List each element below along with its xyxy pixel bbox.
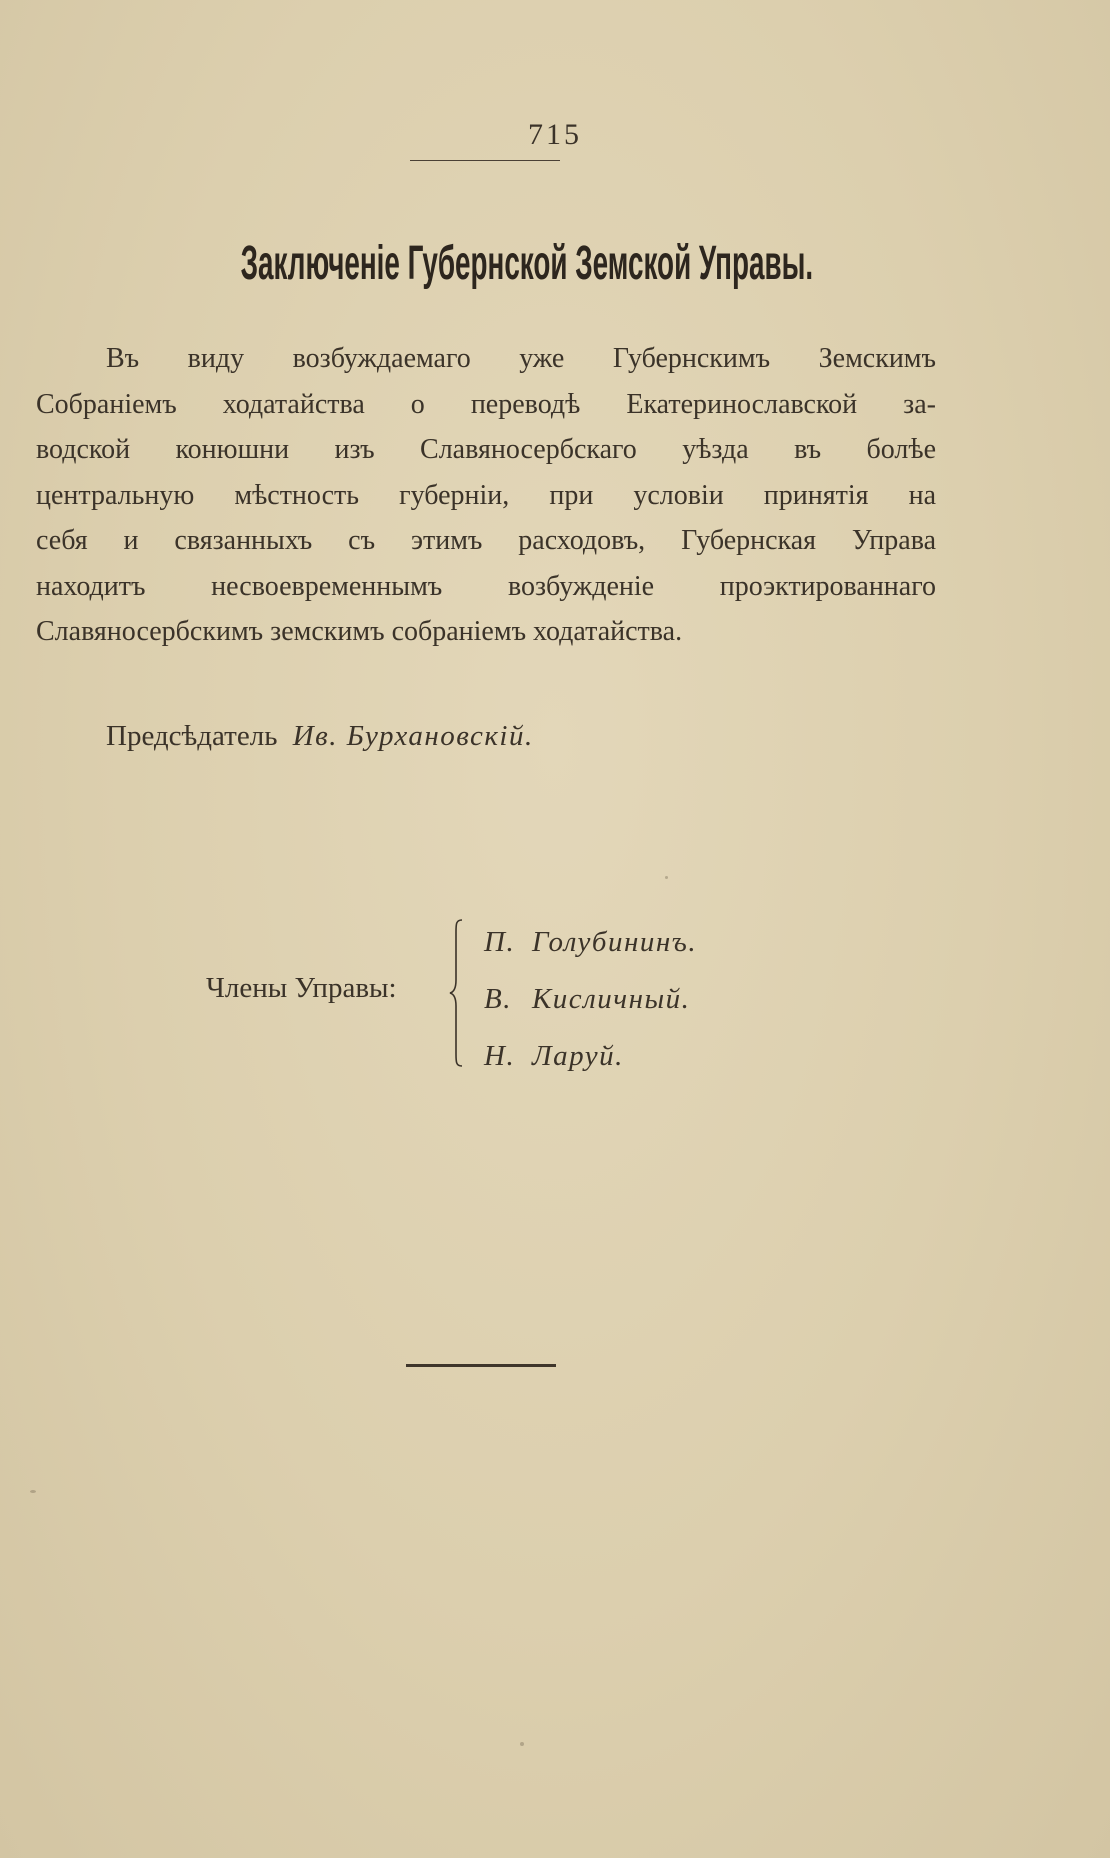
- member-surname: Голубининъ.: [532, 926, 698, 958]
- paragraph-line: Славяносербскимъ земскимъ собраніемъ ходатайства.: [36, 616, 683, 647]
- paragraph-line: находитъ несвоевременнымъ возбужденіе проэктированнаго: [36, 570, 936, 602]
- body-paragraph: [36, 336, 936, 655]
- members-label: Члены Управы:: [206, 972, 397, 1004]
- member-initial: П.: [484, 926, 516, 958]
- member-entry: [484, 914, 697, 971]
- page-number-rule: [410, 160, 560, 161]
- member-initial: Н.: [484, 1040, 516, 1072]
- end-rule: [406, 1364, 556, 1367]
- paragraph-line: водской конюшни изъ Славяносербскаго уѣзда въ болѣе: [36, 434, 936, 465]
- member-surname: Ларуй.: [532, 1040, 624, 1072]
- member-entry: [484, 971, 697, 1028]
- paragraph-line: центральную мѣстность губерніи, при условіи принятія на: [36, 479, 936, 511]
- paper-speck: [520, 1742, 524, 1746]
- paragraph-line: себя и связанныхъ съ этимъ расходовъ, Губернская Управа: [36, 525, 936, 556]
- chairman-signature: [106, 720, 534, 753]
- paper-speck: [665, 876, 668, 879]
- members-list: [484, 914, 697, 1085]
- member-surname: Кисличный.: [532, 983, 691, 1015]
- chairman-label: Предсѣдатель: [106, 720, 278, 752]
- member-initial: В.: [484, 983, 512, 1015]
- paragraph-line: Въ виду возбуждаемаго уже Губернскимъ Земскимъ: [106, 343, 936, 374]
- paragraph-line: Собраніемъ ходатайства о переводѣ Екатеринославской за-: [36, 388, 936, 420]
- member-entry: [484, 1028, 697, 1085]
- curly-brace-icon: [448, 918, 468, 1068]
- chairman-name: Ив. Бурхановскій.: [292, 720, 534, 752]
- section-title: Заключеніе Губернской Земской Управы.: [240, 237, 814, 290]
- page-number: 715: [528, 118, 582, 151]
- paper-speck: [30, 1490, 36, 1493]
